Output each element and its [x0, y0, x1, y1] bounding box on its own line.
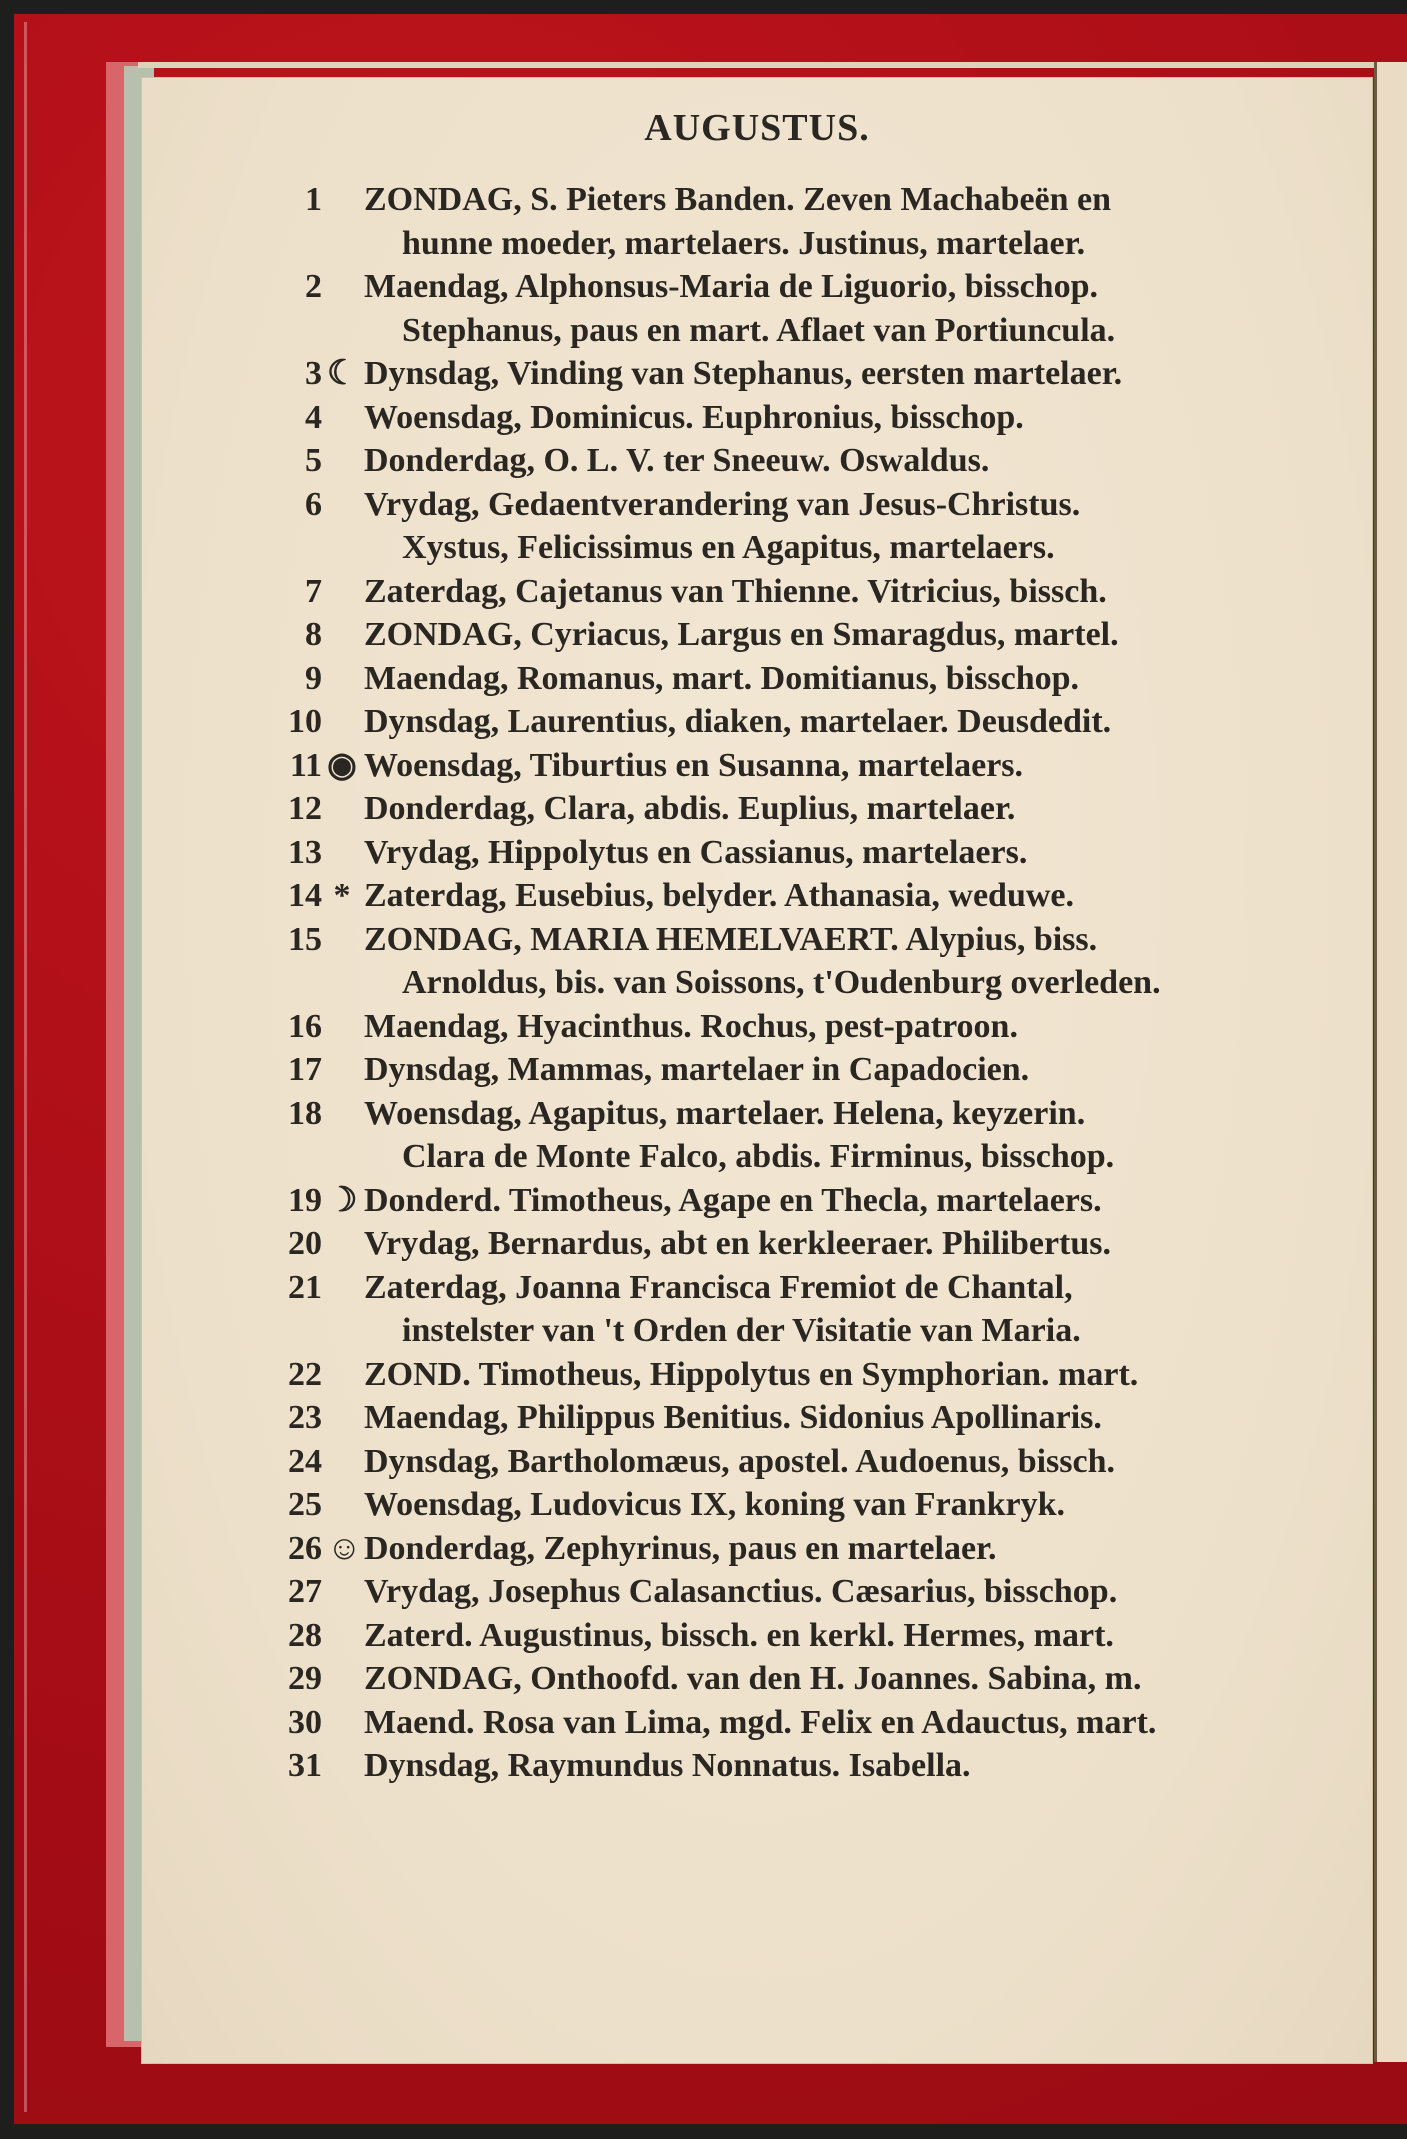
- entry-text: Vrydag, Josephus Calasanctius. Cæsarius, bisschop.: [364, 1573, 1118, 1610]
- calendar-page: [142, 78, 1372, 2063]
- calendar-entry-day-22: [272, 1353, 1352, 1397]
- calendar-entry-day-29: [272, 1657, 1352, 1701]
- day-number: 12: [288, 790, 322, 827]
- calendar-entry-day-3: [272, 352, 1352, 396]
- calendar-entry-day-26: [272, 1527, 1352, 1571]
- calendar-entry-day-20: [272, 1222, 1352, 1266]
- calendar-entries: [272, 178, 1352, 1788]
- day-number: 28: [288, 1616, 322, 1654]
- entry-text: ZONDAG, Onthoofd. van den H. Joannes. Sabina, m.: [364, 1660, 1142, 1697]
- calendar-entry-day-5: [272, 439, 1352, 483]
- entry-text: Maendag, Alphonsus-Maria de Liguorio, bisschop.: [364, 268, 1098, 305]
- day-number: 13: [288, 833, 322, 871]
- calendar-entry-day-18: [272, 1092, 1352, 1179]
- entry-text: ZONDAG, S. Pieters Banden. Zeven Machabeën en: [364, 181, 1112, 218]
- calendar-entry-day-13: [272, 831, 1352, 875]
- calendar-entry-day-2: [272, 265, 1352, 352]
- full-moon-icon: ☺: [327, 1529, 362, 1567]
- day-number: 9: [305, 659, 322, 697]
- entry-text: Vrydag, Bernardus, abt en kerkleeraer. Philibertus.: [364, 1225, 1112, 1262]
- calendar-entry-day-12: [272, 787, 1352, 831]
- calendar-entry-day-7: [272, 570, 1352, 614]
- entry-text: Donderdag, O. L. V. ter Sneeuw. Oswaldus.: [364, 442, 990, 479]
- day-number: 27: [288, 1573, 322, 1610]
- day-number: 5: [305, 442, 322, 479]
- calendar-entry-day-17: [272, 1048, 1352, 1092]
- calendar-entry-day-8: [272, 613, 1352, 657]
- entry-text: Zaterd. Augustinus, bissch. en kerkl. Hermes, mart.: [364, 1616, 1114, 1654]
- day-number: 23: [288, 1399, 322, 1436]
- entry-text: Maendag, Romanus, mart. Domitianus, bisschop.: [364, 659, 1080, 697]
- entry-text: Dynsdag, Vinding van Stephanus, eersten martelaer.: [364, 355, 1123, 392]
- entry-text: Vrydag, Gedaentverandering van Jesus-Christus.: [364, 485, 1081, 523]
- entry-text-continuation: Stephanus, paus en mart. Aflaet van Portiuncula.: [402, 311, 1116, 349]
- day-number: 29: [288, 1660, 322, 1697]
- day-number: 18: [288, 1094, 322, 1132]
- entry-text: Zaterdag, Eusebius, belyder. Athanasia, weduwe.: [364, 877, 1075, 914]
- calendar-entry-day-19: [272, 1179, 1352, 1223]
- day-number: 7: [305, 572, 322, 610]
- calendar-entry-day-23: [272, 1396, 1352, 1440]
- first-quarter-moon-icon: ☽: [327, 1181, 358, 1219]
- last-quarter-moon-icon: ☾: [327, 355, 358, 392]
- day-number: 25: [288, 1486, 322, 1523]
- new-moon-icon: ◉: [327, 746, 357, 784]
- calendar-entry-day-10: [272, 700, 1352, 744]
- entry-text: Maendag, Philippus Benitius. Sidonius Apollinaris.: [364, 1399, 1102, 1436]
- day-number: 26: [288, 1529, 322, 1567]
- calendar-entry-day-27: [272, 1570, 1352, 1614]
- entry-text: ZOND. Timotheus, Hippolytus en Symphorian. mart.: [364, 1355, 1139, 1393]
- entry-text-continuation: Arnoldus, bis. van Soissons, t'Oudenburg overleden.: [402, 964, 1161, 1001]
- calendar-entry-day-28: [272, 1614, 1352, 1658]
- day-number: 6: [305, 485, 322, 523]
- day-number: 10: [288, 703, 322, 740]
- calendar-entry-day-4: [272, 396, 1352, 440]
- calendar-entry-day-9: [272, 657, 1352, 701]
- entry-text: Donderdag, Clara, abdis. Euplius, martelaer.: [364, 790, 1016, 827]
- facing-page-edge: [1374, 62, 1407, 2062]
- calendar-entry-day-24: [272, 1440, 1352, 1484]
- day-number: 15: [288, 920, 322, 958]
- day-number: 16: [288, 1007, 322, 1045]
- entry-text: Maend. Rosa van Lima, mgd. Felix en Adauctus, mart.: [364, 1703, 1157, 1741]
- calendar-entry-day-16: [272, 1005, 1352, 1049]
- calendar-entry-day-6: [272, 483, 1352, 570]
- day-number: 11: [289, 746, 322, 784]
- month-title: AUGUSTUS.: [644, 107, 870, 149]
- entry-text-continuation: instelster van 't Orden der Visitatie van Maria.: [402, 1312, 1081, 1349]
- entry-text: Zaterdag, Cajetanus van Thienne. Vitricius, bissch.: [364, 572, 1107, 610]
- calendar-entry-day-25: [272, 1483, 1352, 1527]
- day-number: 30: [288, 1703, 322, 1741]
- entry-text: Dynsdag, Bartholomæus, apostel. Audoenus, bissch.: [364, 1442, 1116, 1480]
- day-number: 8: [305, 616, 322, 653]
- entry-text-continuation: hunne moeder, martelaers. Justinus, martelaer.: [402, 224, 1086, 262]
- entry-text: Woensdag, Agapitus, martelaer. Helena, keyzerin.: [364, 1094, 1086, 1132]
- entry-text: Donderd. Timotheus, Agape en Thecla, martelaers.: [364, 1181, 1102, 1219]
- entry-text: Woensdag, Tiburtius en Susanna, martelaers.: [364, 746, 1024, 784]
- calendar-entry-day-14: [272, 874, 1352, 918]
- entry-text-continuation: Clara de Monte Falco, abdis. Firminus, bisschop.: [402, 1138, 1115, 1175]
- entry-text: ZONDAG, Cyriacus, Largus en Smaragdus, martel.: [364, 616, 1119, 653]
- day-number: 21: [288, 1268, 322, 1306]
- calendar-entry-day-1: [272, 178, 1352, 265]
- day-number: 20: [288, 1225, 322, 1262]
- calendar-entry-day-21: [272, 1266, 1352, 1353]
- calendar-entry-day-15: [272, 918, 1352, 1005]
- day-number: 14: [288, 877, 322, 914]
- day-number: 22: [288, 1355, 322, 1393]
- day-number: 24: [288, 1442, 322, 1480]
- cover-fold: [24, 22, 27, 2112]
- entry-text: Woensdag, Dominicus. Euphronius, bisschop.: [364, 398, 1024, 436]
- entry-text: Dynsdag, Laurentius, diaken, martelaer. Deusdedit.: [364, 703, 1112, 740]
- page-stack-edge: [138, 62, 1378, 68]
- asterisk-icon: *: [333, 877, 351, 914]
- day-number: 3: [305, 355, 322, 392]
- day-number: 1: [305, 181, 322, 218]
- day-number: 19: [288, 1181, 322, 1219]
- entry-text: ZONDAG, MARIA HEMELVAERT. Alypius, biss.: [364, 920, 1098, 958]
- entry-text: Vrydag, Hippolytus en Cassianus, martelaers.: [364, 833, 1028, 871]
- calendar-entry-day-30: [272, 1701, 1352, 1745]
- calendar-entry-day-31: [272, 1744, 1352, 1788]
- day-number: 2: [305, 268, 322, 305]
- day-number: 17: [288, 1051, 322, 1088]
- calendar-entry-day-11: [272, 744, 1352, 788]
- entry-text: Maendag, Hyacinthus. Rochus, pest-patroon.: [364, 1007, 1018, 1045]
- entry-text: Donderdag, Zephyrinus, paus en martelaer.: [364, 1529, 997, 1567]
- entry-text: Zaterdag, Joanna Francisca Fremiot de Chantal,: [364, 1268, 1073, 1306]
- day-number: 31: [288, 1747, 322, 1784]
- entry-text: Dynsdag, Raymundus Nonnatus. Isabella.: [364, 1747, 971, 1784]
- entry-text: Woensdag, Ludovicus IX, koning van Frankryk.: [364, 1486, 1065, 1523]
- entry-text-continuation: Xystus, Felicissimus en Agapitus, martelaers.: [402, 529, 1055, 566]
- entry-text: Dynsdag, Mammas, martelaer in Capadocien.: [364, 1051, 1030, 1088]
- day-number: 4: [305, 398, 322, 436]
